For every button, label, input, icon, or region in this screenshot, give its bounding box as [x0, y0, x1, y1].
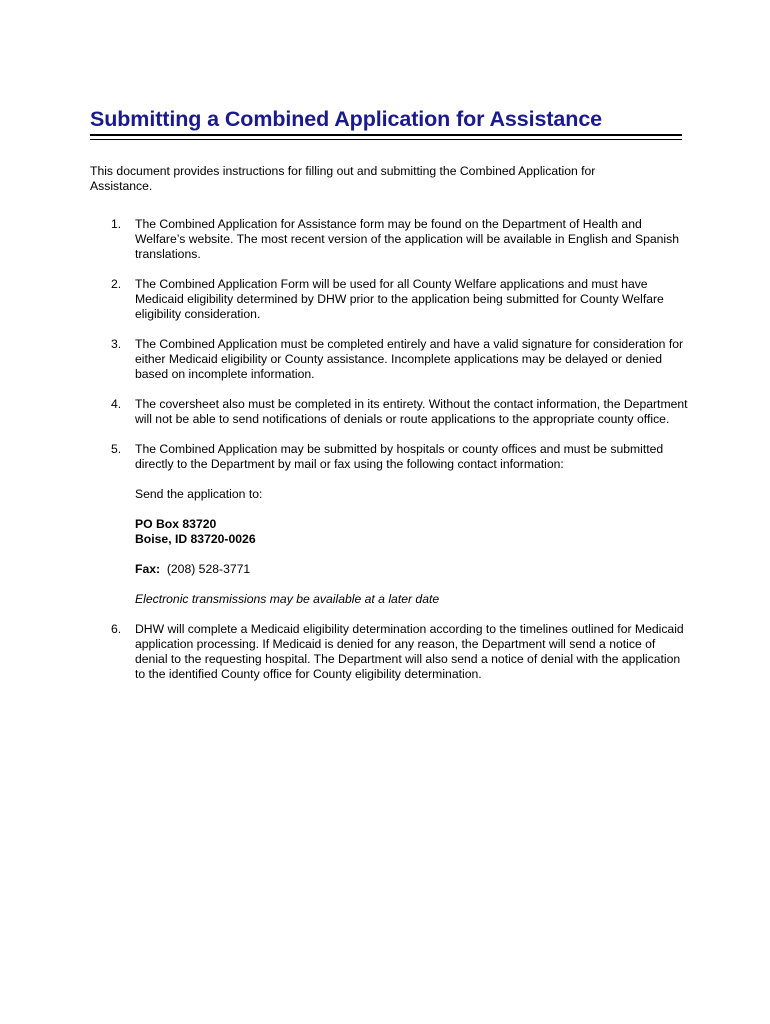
list-number: 6.	[111, 622, 122, 636]
intro-paragraph: This document provides instructions for filling out and submitting the Combined Application for Assistance.	[90, 164, 596, 193]
list-item-5	[90, 442, 690, 607]
address-line-1: PO Box 83720	[135, 517, 217, 531]
title-rule-thin	[90, 139, 682, 140]
list-number: 2.	[111, 277, 122, 291]
list-number: 4.	[111, 397, 122, 411]
list-number: 3.	[111, 337, 122, 351]
list-number: 5.	[111, 442, 122, 456]
address-line-2: Boise, ID 83720-0026	[135, 532, 256, 546]
list-item-4	[90, 397, 690, 427]
list-item-3	[90, 337, 690, 382]
fax-number: (208) 528-3771	[166, 562, 251, 576]
list-item-text: The Combined Application Form will be used for all County Welfare applications and must have Medicaid eligibility determined by DHW prior to the application being submitted for County Welfare eligibility consideration.	[135, 277, 664, 321]
list-item-text: The Combined Application may be submitted by hospitals or county offices and must be submitted directly to the Department by mail or fax using the following contact information:	[135, 442, 664, 471]
list-item-6	[90, 622, 690, 682]
title-rule-thick	[90, 134, 682, 136]
instruction-list	[90, 217, 690, 697]
list-item-1	[90, 217, 690, 262]
list-item-text: The Combined Application must be completed entirely and have a valid signature for consideration for either Medicaid eligibility or County assistance. Incomplete applications may be delayed or denied based on incomplete information.	[135, 337, 684, 381]
page-title: Submitting a Combined Application for Assistance	[90, 107, 603, 131]
list-item-text: The Combined Application for Assistance form may be found on the Department of Health and Welfare’s website. The most recent version of the application will be available in English and Spanish translations.	[135, 217, 680, 261]
fax-line	[135, 562, 690, 577]
electronic-note: Electronic transmissions may be available at a later date	[135, 592, 440, 606]
list-number: 1.	[111, 217, 122, 231]
list-item-2	[90, 277, 690, 322]
fax-label: Fax:	[135, 562, 161, 576]
list-item-text: DHW will complete a Medicaid eligibility determination according to the timelines outlined for Medicaid application processing. If Medicaid is denied for any reason, the Department will send a notice of denial to the requesting hospital. The Department will also send a notice of denial with the application to the identified County office for County eligibility determination.	[135, 622, 684, 681]
list-item-text: The coversheet also must be completed in its entirety. Without the contact information, the Department will not be able to send notifications of denials or route applications to the appropriate county office.	[135, 397, 688, 426]
send-to-label: Send the application to:	[135, 487, 263, 501]
